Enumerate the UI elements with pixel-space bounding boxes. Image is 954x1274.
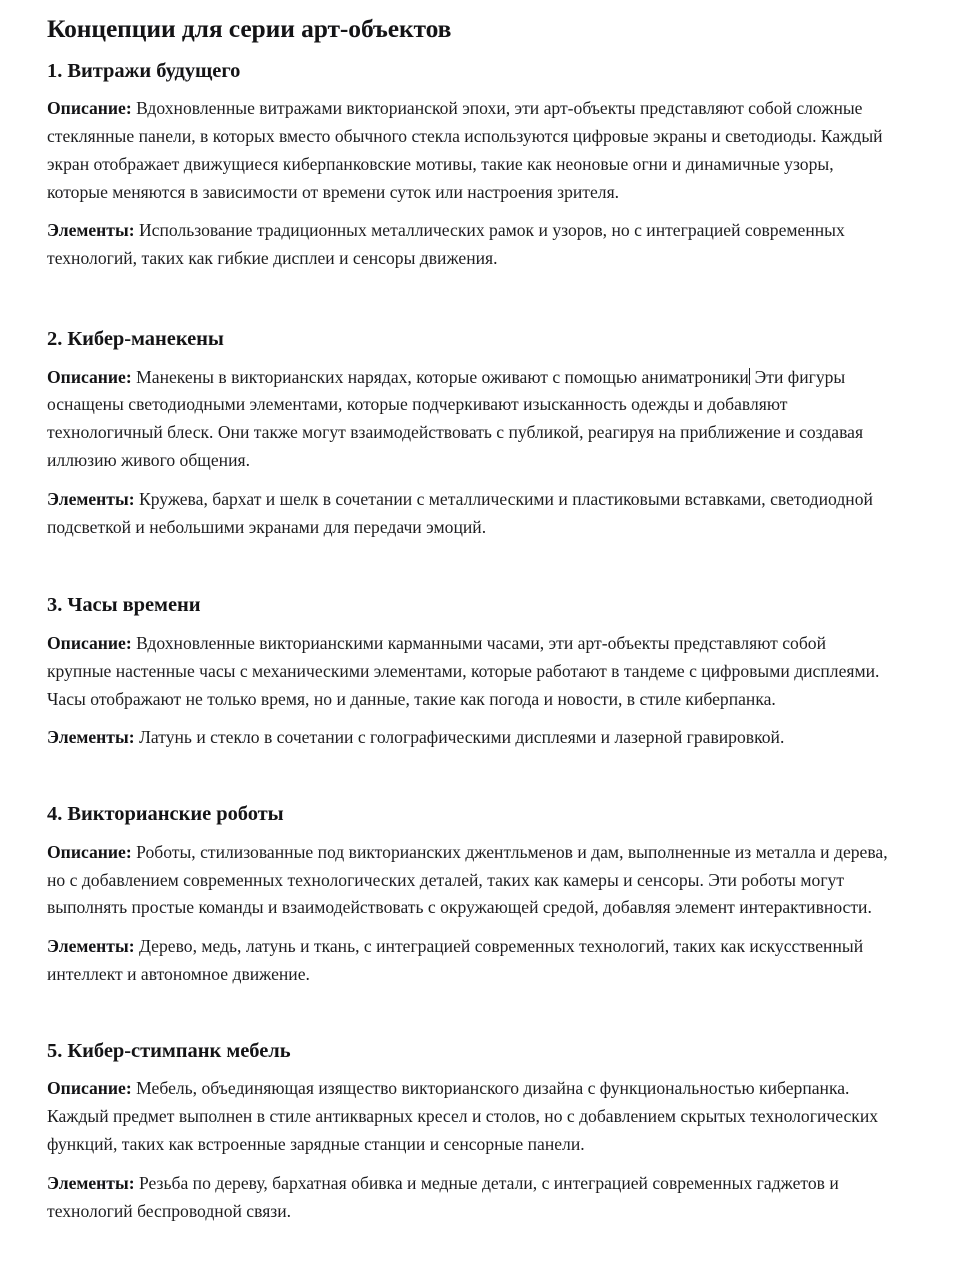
description-label: Описание: [47,366,132,387]
section-5-description-text: Мебель, объединяющая изящество викторианского дизайна с функциональностью киберпанка. Каждый предмет выполнен в стиле антикварных кресел и столов, но с добавлением скрытых технологических функций, таких как встроенные зарядные станции и сенсорные панели. [47,1078,879,1155]
description-label: Описание: [47,98,132,119]
section-1-description [47,95,893,206]
section-2-description-text-before-caret: Манекены в викторианских нарядах, которые оживают с помощью аниматроники [131,366,749,387]
section-4-elements-text: Дерево, медь, латунь и ткань, с интеграцией современных технологий, таких как искусственный интеллект и автономное движение. [47,936,864,985]
section-1-elements-text: Использование традиционных металлических рамок и узоров, но с интеграцией современных технологий, таких как гибкие дисплеи и сенсоры движения. [47,220,845,269]
elements-label: Элементы: [47,727,135,748]
elements-label: Элементы: [47,220,135,241]
section-heading-5: 5. Кибер-стимпанк мебель [47,1039,291,1062]
section-4-elements [47,933,893,989]
elements-label: Элементы: [47,488,135,509]
concept-section-5 [47,1039,898,1226]
section-heading-2: 2. Кибер-манекены [47,328,224,350]
concept-section-2 [47,327,898,541]
concept-section-1 [47,59,898,273]
section-3-elements-text: Латунь и стекло в сочетании с голографическими дисплеями и лазерной гравировкой. [134,727,785,748]
section-5-description [47,1075,893,1158]
section-heading-3: 3. Часы времени [47,594,201,617]
section-2-elements [47,486,893,542]
concept-section-4 [47,802,898,989]
section-2-description-text-after-caret: Эти фигуры оснащены светодиодными элементами, которые подчеркивают изысканность одежды и добавляют технологичный блеск. Они также могут взаимодействовать с публикой, реагируя на приближение и создавая иллюзию живого общения. [47,366,864,471]
section-heading-4: 4. Викторианские роботы [47,803,284,826]
section-3-description [47,630,893,713]
page-title: Концепции для серии арт-объектов [47,14,452,43]
description-label: Описание: [47,841,132,862]
section-1-elements [47,217,893,273]
section-5-elements-text: Резьба по дереву, бархатная обивка и медные детали, с интеграцией современных гаджетов и технологий беспроводной связи. [47,1172,839,1221]
section-4-description [47,839,893,922]
section-heading-1: 1. Витражи будущего [47,59,241,82]
section-2-description [47,364,893,475]
page-bottom-spacer [47,1225,898,1239]
description-label: Описание: [47,633,132,654]
section-1-description-text: Вдохновленные витражами викторианской эпохи, эти арт-объекты представляют собой сложные стеклянные панели, в которых вместо обычного стекла используются цифровые экраны и светодиоды. Каждый экран отображает движущиеся киберпанковские мотивы, такие как неоновые огни и динамичные узоры, которые меняются в зависимости от времени суток или настроения зрителя. [47,98,883,202]
section-3-description-text: Вдохновленные викторианскими карманными часами, эти арт-объекты представляют собой крупные настенные часы с механическими элементами, которые работают в тандеме с цифровыми дисплеями. Часы отображают не только время, но и данные, такие как погода и новости, в стиле киберпанка. [47,633,880,709]
concept-section-3 [47,593,898,752]
section-2-elements-text: Кружева, бархат и шелк в сочетании с металлическими и пластиковыми вставками, светодиодной подсветкой и небольшими экранами для передачи эмоций. [47,488,873,537]
elements-label: Элементы: [47,936,135,957]
description-label: Описание: [47,1078,132,1099]
section-5-elements [47,1170,893,1226]
section-4-description-text: Роботы, стилизованные под викторианских джентльменов и дам, выполненные из металла и дерева, но с добавлением современных технологических деталей, таких как камеры и сенсоры. Эти роботы могут выполнять простые команды и взаимодействовать с окружающей средой, добавляя элемент интерактивности. [47,841,888,918]
section-3-elements [47,724,893,752]
elements-label: Элементы: [47,1172,135,1193]
